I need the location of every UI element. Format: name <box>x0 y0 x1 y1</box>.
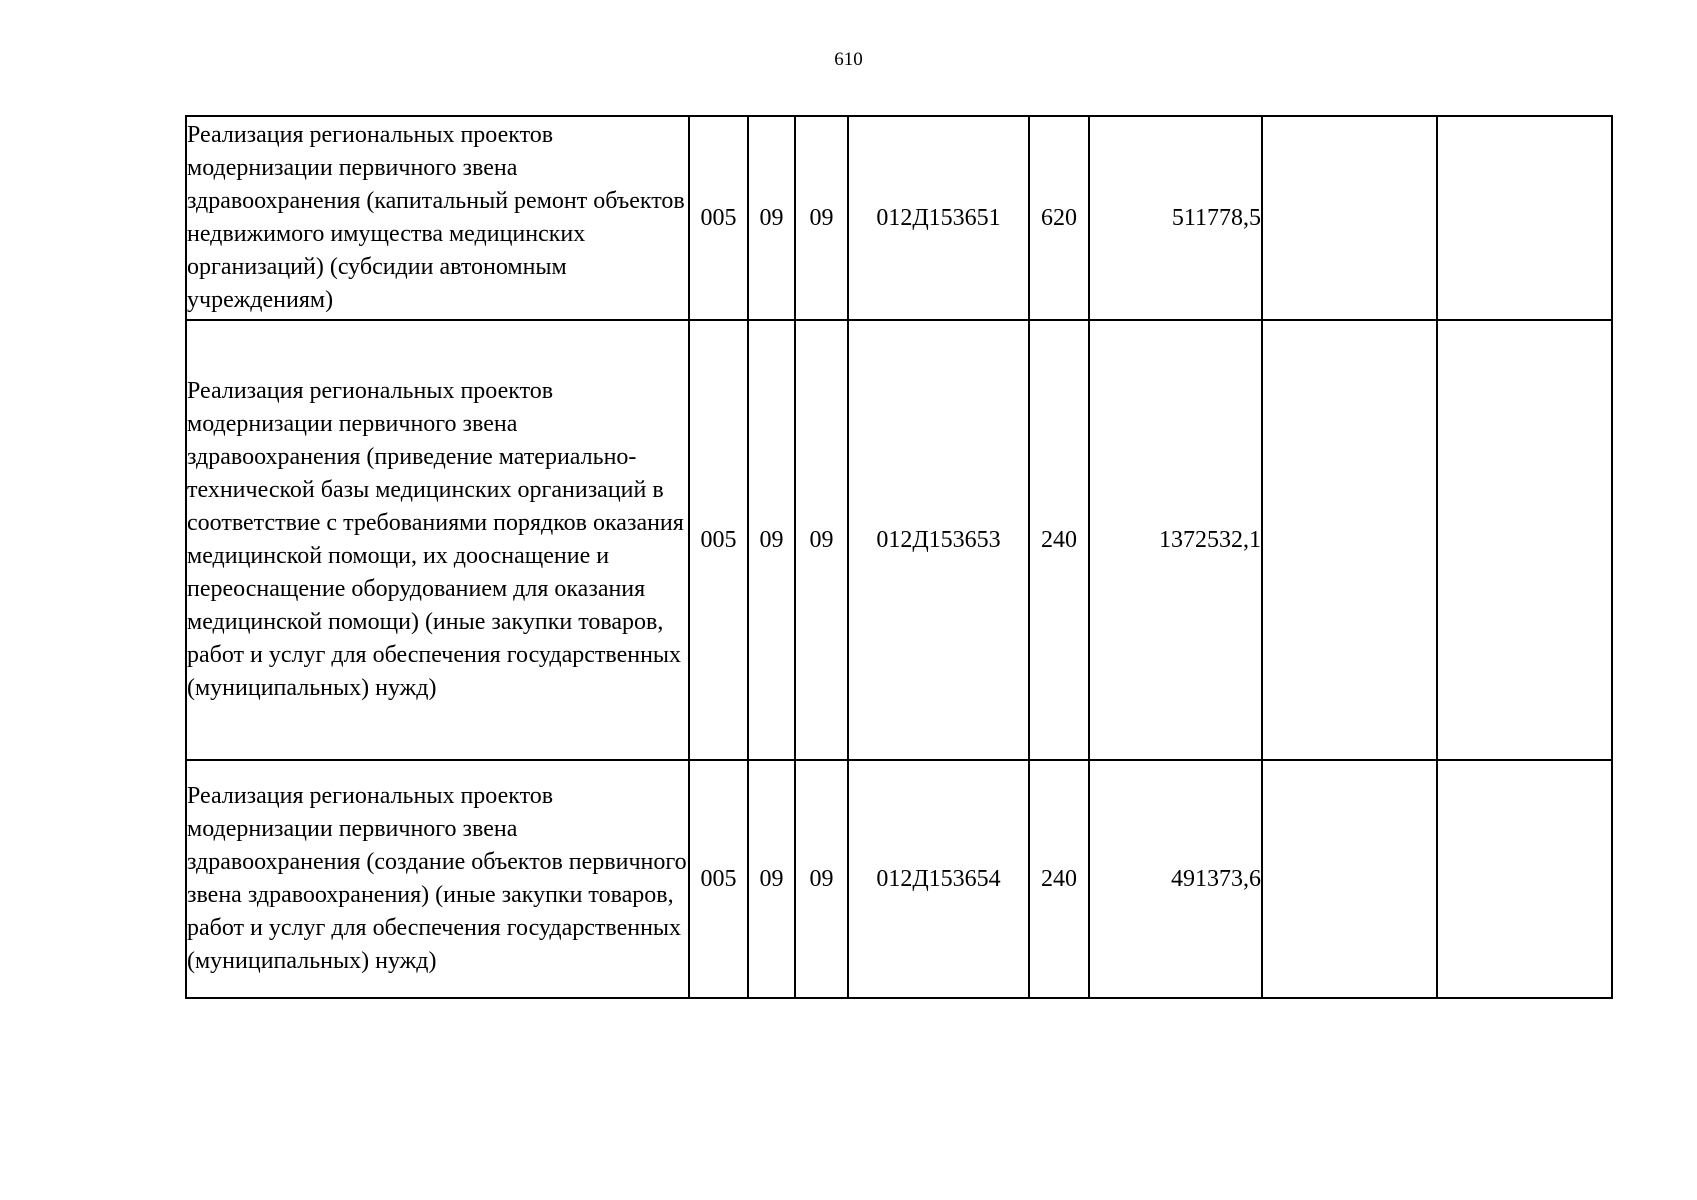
amount-cell: 511778,5 <box>1089 116 1262 320</box>
table-row <box>186 760 1612 998</box>
subsection-code: 09 <box>795 320 848 760</box>
ministry-code: 005 <box>689 116 748 320</box>
empty-cell <box>1437 760 1612 998</box>
target-article-code: 012Д153651 <box>848 116 1029 320</box>
amount-cell: 491373,6 <box>1089 760 1262 998</box>
expense-description: Реализация региональных проектов модернизации первичного звена здравоохранения (приведение материально-технической базы медицинских организаций в соответствие с требованиями порядков оказания медицинской помощи, их дооснащение и переоснащение оборудованием для оказания медицинской помощи) (иные закупки товаров, работ и услуг для обеспечения государственных (муниципальных) нужд) <box>186 320 689 760</box>
expense-description: Реализация региональных проектов модернизации первичного звена здравоохранения (капитальный ремонт объектов недвижимого имущества медицинских организаций) (субсидии автономным учреждениям) <box>186 116 689 320</box>
subsection-code: 09 <box>795 116 848 320</box>
table-row <box>186 116 1612 320</box>
empty-cell <box>1262 320 1437 760</box>
empty-cell <box>1262 116 1437 320</box>
ministry-code: 005 <box>689 760 748 998</box>
target-article-code: 012Д153653 <box>848 320 1029 760</box>
empty-cell <box>1262 760 1437 998</box>
empty-cell <box>1437 320 1612 760</box>
target-article-code: 012Д153654 <box>848 760 1029 998</box>
section-code: 09 <box>748 116 795 320</box>
ministry-code: 005 <box>689 320 748 760</box>
subsection-code: 09 <box>795 760 848 998</box>
section-code: 09 <box>748 760 795 998</box>
expense-type-code: 240 <box>1029 760 1089 998</box>
expense-type-code: 620 <box>1029 116 1089 320</box>
page-number: 610 <box>834 49 863 70</box>
budget-table <box>185 115 1613 999</box>
section-code: 09 <box>748 320 795 760</box>
expense-description: Реализация региональных проектов модернизации первичного звена здравоохранения (создание объектов первичного звена здравоохранения) (иные закупки товаров, работ и услуг для обеспечения государственных (муниципальных) нужд) <box>186 760 689 998</box>
expense-type-code: 240 <box>1029 320 1089 760</box>
amount-cell: 1372532,1 <box>1089 320 1262 760</box>
table-row <box>186 320 1612 760</box>
empty-cell <box>1437 116 1612 320</box>
